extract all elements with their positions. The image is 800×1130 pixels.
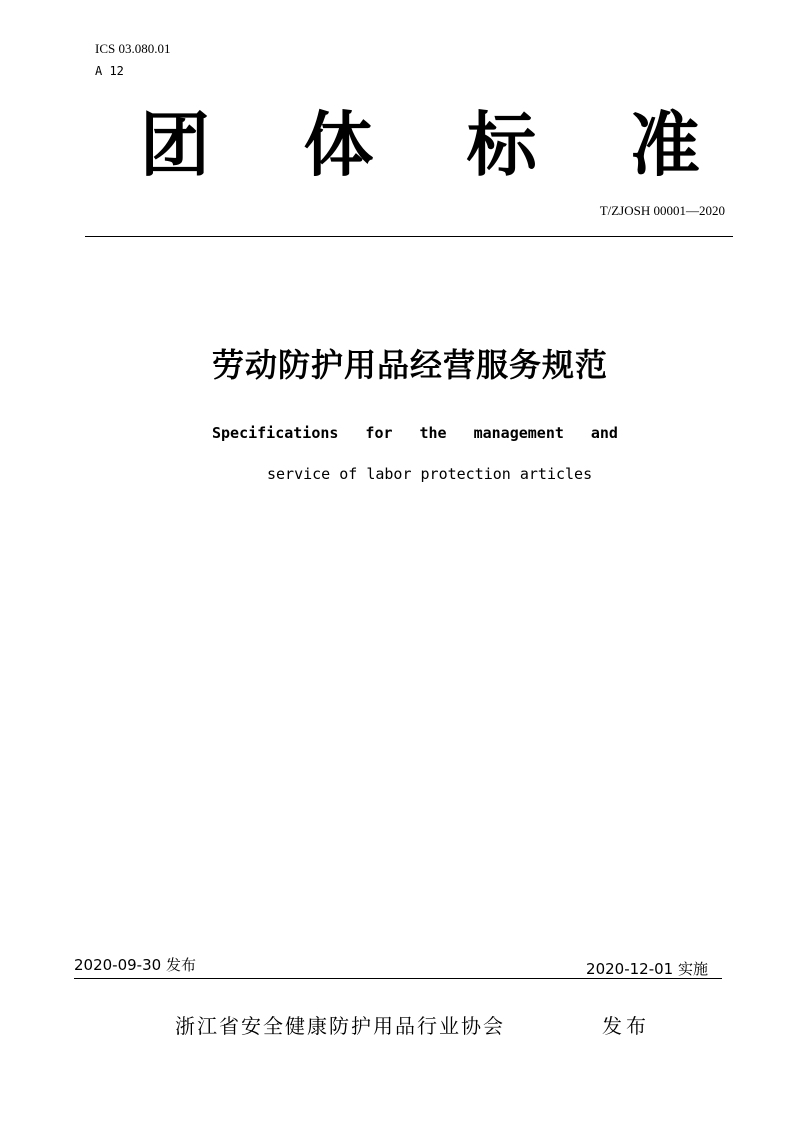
document-type-title — [110, 100, 730, 190]
standard-code: T/ZJOSH 00001—2020 — [599, 203, 725, 218]
document-type-char: 体 — [303, 103, 374, 186]
english-title-word: the — [419, 424, 447, 442]
english-title-word: Specifications — [212, 424, 339, 442]
document-type-char: 准 — [629, 103, 700, 186]
issuer-name: 浙江省安全健康防护用品行业协会 — [175, 1014, 505, 1038]
chinese-title: 劳动防护用品经营服务规范 — [211, 346, 608, 384]
implement-date: 2020-12-01 实施 — [586, 960, 708, 978]
footer-divider — [74, 978, 722, 979]
ics-code: ICS 03.080.01 — [95, 41, 171, 56]
header-divider — [85, 236, 733, 237]
english-title-word: management — [473, 424, 564, 442]
english-title-line-2: service of labor protection articles — [267, 465, 593, 483]
english-title-word: and — [590, 424, 618, 442]
document-type-char: 标 — [466, 103, 537, 186]
document-type-char: 团 — [140, 103, 210, 186]
issuer-action: 发布 — [602, 1014, 650, 1038]
publish-date: 2020-09-30 发布 — [74, 956, 196, 974]
english-title-line-1 — [212, 424, 618, 442]
ccs-code: A 12 — [95, 64, 124, 78]
english-title-word: for — [365, 424, 393, 442]
